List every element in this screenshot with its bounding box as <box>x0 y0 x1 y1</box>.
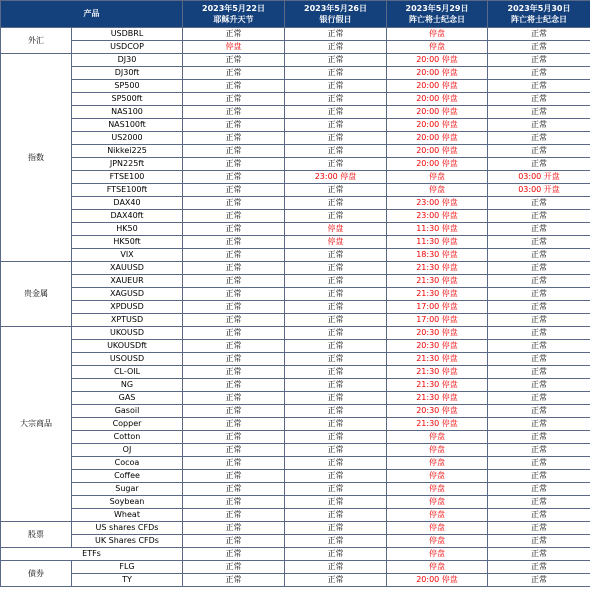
status-cell-date-1: 正常 <box>183 80 285 93</box>
product-cell: DJ30 <box>72 54 183 67</box>
status-cell-date-4: 正常 <box>488 483 590 496</box>
status-cell-date-3: 停盘 <box>387 548 488 561</box>
table-row <box>1 522 590 535</box>
status-cell-date-3: 停盘 <box>387 171 488 184</box>
status-cell-date-1: 正常 <box>183 327 285 340</box>
header-date-2-holiday: 银行假日 <box>319 15 352 24</box>
status-cell-date-3: 11:30 停盘 <box>387 223 488 236</box>
product-cell: SP500ft <box>72 93 183 106</box>
status-cell-date-1: 正常 <box>183 197 285 210</box>
status-cell-date-2: 正常 <box>285 288 387 301</box>
header-date-2-date: 2023年5月26日 <box>304 4 367 13</box>
status-cell-date-2: 正常 <box>285 470 387 483</box>
product-cell: DAX40ft <box>72 210 183 223</box>
category-cell: 大宗商品 <box>1 327 72 522</box>
table-row <box>1 301 590 314</box>
product-cell: UK Shares CFDs <box>72 535 183 548</box>
table-row <box>1 379 590 392</box>
status-cell-date-2: 正常 <box>285 431 387 444</box>
status-cell-date-2: 正常 <box>285 457 387 470</box>
product-cell: NG <box>72 379 183 392</box>
status-cell-date-3: 23:00 停盘 <box>387 197 488 210</box>
status-cell-date-3: 20:30 停盘 <box>387 327 488 340</box>
status-cell-date-3: 停盘 <box>387 496 488 509</box>
table-row <box>1 561 590 574</box>
product-cell: CL-OIL <box>72 366 183 379</box>
status-cell-date-1: 正常 <box>183 483 285 496</box>
status-cell-date-1: 正常 <box>183 314 285 327</box>
status-cell-date-1: 正常 <box>183 418 285 431</box>
status-cell-date-2: 正常 <box>285 418 387 431</box>
product-cell: US shares CFDs <box>72 522 183 535</box>
status-cell-date-4: 正常 <box>488 145 590 158</box>
status-cell-date-1: 正常 <box>183 535 285 548</box>
table-row <box>1 80 590 93</box>
table-row <box>1 158 590 171</box>
status-cell-date-3: 停盘 <box>387 184 488 197</box>
table-row <box>1 145 590 158</box>
product-cell: OJ <box>72 444 183 457</box>
product-cell: NAS100 <box>72 106 183 119</box>
status-cell-date-3: 20:00 停盘 <box>387 80 488 93</box>
status-cell-date-3: 21:30 停盘 <box>387 366 488 379</box>
status-cell-date-4: 正常 <box>488 496 590 509</box>
status-cell-date-3: 停盘 <box>387 561 488 574</box>
status-cell-date-3: 20:00 停盘 <box>387 54 488 67</box>
status-cell-date-3: 21:30 停盘 <box>387 288 488 301</box>
header-date-3 <box>387 1 488 28</box>
status-cell-date-4: 正常 <box>488 314 590 327</box>
product-cell: FTSE100 <box>72 171 183 184</box>
table-row <box>1 210 590 223</box>
status-cell-date-2: 正常 <box>285 197 387 210</box>
status-cell-date-4: 正常 <box>488 574 590 587</box>
product-cell: USDCOP <box>72 41 183 54</box>
product-cell: GAS <box>72 392 183 405</box>
status-cell-date-4: 03:00 开盘 <box>488 184 590 197</box>
product-cell: Gasoil <box>72 405 183 418</box>
status-cell-date-3: 20:00 停盘 <box>387 106 488 119</box>
product-cell: Copper <box>72 418 183 431</box>
table-row <box>1 249 590 262</box>
product-cell: FTSE100ft <box>72 184 183 197</box>
product-cell: USOUSD <box>72 353 183 366</box>
product-cell: SP500 <box>72 80 183 93</box>
status-cell-date-3: 停盘 <box>387 41 488 54</box>
status-cell-date-3: 停盘 <box>387 470 488 483</box>
status-cell-date-4: 正常 <box>488 379 590 392</box>
product-cell: NAS100ft <box>72 119 183 132</box>
table-row <box>1 574 590 587</box>
status-cell-date-1: 正常 <box>183 236 285 249</box>
status-cell-date-2: 正常 <box>285 444 387 457</box>
status-cell-date-1: 正常 <box>183 184 285 197</box>
status-cell-date-1: 正常 <box>183 106 285 119</box>
status-cell-date-1: 正常 <box>183 457 285 470</box>
status-cell-date-2: 正常 <box>285 93 387 106</box>
status-cell-date-2: 正常 <box>285 249 387 262</box>
header-date-4 <box>488 1 590 28</box>
status-cell-date-3: 17:00 停盘 <box>387 314 488 327</box>
status-cell-date-4: 正常 <box>488 210 590 223</box>
status-cell-date-1: 正常 <box>183 509 285 522</box>
table-row <box>1 470 590 483</box>
table-row <box>1 262 590 275</box>
product-cell: XPDUSD <box>72 301 183 314</box>
status-cell-date-2: 正常 <box>285 184 387 197</box>
status-cell-date-3: 21:30 停盘 <box>387 275 488 288</box>
status-cell-date-1: 正常 <box>183 145 285 158</box>
status-cell-date-2: 正常 <box>285 106 387 119</box>
status-cell-date-1: 正常 <box>183 392 285 405</box>
table-row <box>1 132 590 145</box>
status-cell-date-4: 正常 <box>488 288 590 301</box>
table-row <box>1 405 590 418</box>
status-cell-date-2: 正常 <box>285 67 387 80</box>
status-cell-date-2: 正常 <box>285 54 387 67</box>
status-cell-date-1: 正常 <box>183 249 285 262</box>
status-cell-date-1: 正常 <box>183 119 285 132</box>
status-cell-date-4: 正常 <box>488 132 590 145</box>
status-cell-date-4: 正常 <box>488 431 590 444</box>
status-cell-date-4: 正常 <box>488 405 590 418</box>
status-cell-date-2: 正常 <box>285 314 387 327</box>
status-cell-date-2: 正常 <box>285 301 387 314</box>
product-cell: Coffee <box>72 470 183 483</box>
table-row <box>1 496 590 509</box>
status-cell-date-4: 正常 <box>488 470 590 483</box>
status-cell-date-3: 20:00 停盘 <box>387 145 488 158</box>
header-product: 产品 <box>1 1 183 28</box>
header-date-1 <box>183 1 285 28</box>
status-cell-date-1: 正常 <box>183 431 285 444</box>
status-cell-date-1: 正常 <box>183 28 285 41</box>
status-cell-date-3: 21:30 停盘 <box>387 392 488 405</box>
product-cell: UKOUSDft <box>72 340 183 353</box>
status-cell-date-2: 正常 <box>285 158 387 171</box>
table-row <box>1 288 590 301</box>
status-cell-date-1: 正常 <box>183 522 285 535</box>
table-row <box>1 197 590 210</box>
status-cell-date-2: 正常 <box>285 262 387 275</box>
status-cell-date-1: 正常 <box>183 353 285 366</box>
product-cell: HK50ft <box>72 236 183 249</box>
status-cell-date-2: 正常 <box>285 366 387 379</box>
status-cell-date-4: 正常 <box>488 41 590 54</box>
status-cell-date-2: 正常 <box>285 392 387 405</box>
status-cell-date-3: 20:00 停盘 <box>387 67 488 80</box>
category-cell: 外汇 <box>1 28 72 54</box>
status-cell-date-4: 正常 <box>488 457 590 470</box>
header-date-1-date: 2023年5月22日 <box>202 4 265 13</box>
status-cell-date-3: 20:30 停盘 <box>387 340 488 353</box>
table-row <box>1 392 590 405</box>
header-date-3-date: 2023年5月29日 <box>405 4 469 13</box>
header-row <box>1 1 590 28</box>
table-row <box>1 93 590 106</box>
status-cell-date-2: 正常 <box>285 483 387 496</box>
status-cell-date-2: 正常 <box>285 327 387 340</box>
status-cell-date-3: 21:30 停盘 <box>387 418 488 431</box>
status-cell-date-2: 正常 <box>285 509 387 522</box>
status-cell-date-3: 停盘 <box>387 535 488 548</box>
product-cell: JPN225ft <box>72 158 183 171</box>
status-cell-date-1: 正常 <box>183 262 285 275</box>
status-cell-date-2: 正常 <box>285 574 387 587</box>
status-cell-date-4: 03:00 开盘 <box>488 171 590 184</box>
category-cell: 债券 <box>1 561 72 587</box>
product-cell: XAUEUR <box>72 275 183 288</box>
header-date-4-holiday: 阵亡将士纪念日 <box>511 15 567 24</box>
status-cell-date-2: 停盘 <box>285 236 387 249</box>
status-cell-date-1: 正常 <box>183 288 285 301</box>
status-cell-date-1: 正常 <box>183 574 285 587</box>
status-cell-date-4: 正常 <box>488 444 590 457</box>
category-cell: 贵金属 <box>1 262 72 327</box>
status-cell-date-4: 正常 <box>488 522 590 535</box>
header-date-4-date: 2023年5月30日 <box>507 4 571 13</box>
status-cell-date-2: 正常 <box>285 340 387 353</box>
status-cell-date-2: 正常 <box>285 379 387 392</box>
status-cell-date-1: 停盘 <box>183 41 285 54</box>
status-cell-date-3: 停盘 <box>387 431 488 444</box>
product-cell: UKOUSD <box>72 327 183 340</box>
status-cell-date-4: 正常 <box>488 106 590 119</box>
product-cell: US2000 <box>72 132 183 145</box>
table-row <box>1 223 590 236</box>
product-cell: TY <box>72 574 183 587</box>
category-cell: 股票 <box>1 522 72 548</box>
status-cell-date-1: 正常 <box>183 171 285 184</box>
table-row <box>1 457 590 470</box>
status-cell-date-1: 正常 <box>183 561 285 574</box>
status-cell-date-4: 正常 <box>488 535 590 548</box>
status-cell-date-1: 正常 <box>183 67 285 80</box>
status-cell-date-4: 正常 <box>488 223 590 236</box>
status-cell-date-3: 21:30 停盘 <box>387 262 488 275</box>
header-date-2 <box>285 1 387 28</box>
table-row <box>1 28 590 41</box>
status-cell-date-2: 停盘 <box>285 223 387 236</box>
product-cell: FLG <box>72 561 183 574</box>
status-cell-date-4: 正常 <box>488 353 590 366</box>
status-cell-date-3: 21:30 停盘 <box>387 353 488 366</box>
status-cell-date-3: 18:30 停盘 <box>387 249 488 262</box>
status-cell-date-1: 正常 <box>183 210 285 223</box>
status-cell-date-1: 正常 <box>183 93 285 106</box>
product-cell: Nikkei225 <box>72 145 183 158</box>
status-cell-date-4: 正常 <box>488 262 590 275</box>
status-cell-date-4: 正常 <box>488 548 590 561</box>
status-cell-date-1: 正常 <box>183 223 285 236</box>
product-cell: XAUUSD <box>72 262 183 275</box>
status-cell-date-1: 正常 <box>183 366 285 379</box>
product-cell: Sugar <box>72 483 183 496</box>
status-cell-date-3: 20:00 停盘 <box>387 574 488 587</box>
product-cell: Cocoa <box>72 457 183 470</box>
status-cell-date-3: 20:00 停盘 <box>387 93 488 106</box>
table-row <box>1 418 590 431</box>
table-row <box>1 119 590 132</box>
status-cell-date-1: 正常 <box>183 548 285 561</box>
status-cell-date-2: 正常 <box>285 28 387 41</box>
header-date-1-holiday: 耶稣升天节 <box>213 15 254 24</box>
table-row <box>1 314 590 327</box>
status-cell-date-1: 正常 <box>183 496 285 509</box>
product-cell: USDBRL <box>72 28 183 41</box>
status-cell-date-4: 正常 <box>488 54 590 67</box>
status-cell-date-3: 17:00 停盘 <box>387 301 488 314</box>
status-cell-date-4: 正常 <box>488 301 590 314</box>
status-cell-date-2: 正常 <box>285 522 387 535</box>
status-cell-date-4: 正常 <box>488 249 590 262</box>
status-cell-date-3: 停盘 <box>387 28 488 41</box>
product-cell: Wheat <box>72 509 183 522</box>
table-row <box>1 67 590 80</box>
table-row <box>1 275 590 288</box>
status-cell-date-4: 正常 <box>488 561 590 574</box>
status-cell-date-4: 正常 <box>488 392 590 405</box>
status-cell-date-1: 正常 <box>183 444 285 457</box>
status-cell-date-1: 正常 <box>183 470 285 483</box>
table-row <box>1 535 590 548</box>
status-cell-date-4: 正常 <box>488 119 590 132</box>
product-cell: DAX40 <box>72 197 183 210</box>
table-row <box>1 184 590 197</box>
status-cell-date-3: 停盘 <box>387 509 488 522</box>
status-cell-date-1: 正常 <box>183 54 285 67</box>
status-cell-date-3: 20:00 停盘 <box>387 132 488 145</box>
table-row <box>1 509 590 522</box>
table-row <box>1 548 590 561</box>
status-cell-date-2: 正常 <box>285 548 387 561</box>
status-cell-date-1: 正常 <box>183 340 285 353</box>
status-cell-date-3: 20:00 停盘 <box>387 119 488 132</box>
status-cell-date-4: 正常 <box>488 366 590 379</box>
category-cell: 指数 <box>1 54 72 262</box>
status-cell-date-4: 正常 <box>488 236 590 249</box>
status-cell-date-2: 正常 <box>285 41 387 54</box>
status-cell-date-4: 正常 <box>488 67 590 80</box>
status-cell-date-2: 正常 <box>285 535 387 548</box>
status-cell-date-3: 停盘 <box>387 444 488 457</box>
status-cell-date-3: 20:00 停盘 <box>387 158 488 171</box>
status-cell-date-4: 正常 <box>488 93 590 106</box>
status-cell-date-2: 正常 <box>285 353 387 366</box>
product-cell: HK50 <box>72 223 183 236</box>
status-cell-date-1: 正常 <box>183 158 285 171</box>
product-cell: XAGUSD <box>72 288 183 301</box>
status-cell-date-4: 正常 <box>488 28 590 41</box>
status-cell-date-2: 正常 <box>285 119 387 132</box>
status-cell-date-3: 23:00 停盘 <box>387 210 488 223</box>
table-row <box>1 327 590 340</box>
status-cell-date-4: 正常 <box>488 509 590 522</box>
status-cell-date-3: 停盘 <box>387 522 488 535</box>
table-row <box>1 41 590 54</box>
product-cell: ETFs <box>1 548 183 561</box>
product-cell: XPTUSD <box>72 314 183 327</box>
status-cell-date-3: 20:30 停盘 <box>387 405 488 418</box>
product-cell: DJ30ft <box>72 67 183 80</box>
status-cell-date-4: 正常 <box>488 418 590 431</box>
table-row <box>1 340 590 353</box>
product-cell: VIX <box>72 249 183 262</box>
status-cell-date-4: 正常 <box>488 327 590 340</box>
status-cell-date-3: 停盘 <box>387 483 488 496</box>
status-cell-date-2: 23:00 停盘 <box>285 171 387 184</box>
status-cell-date-3: 停盘 <box>387 457 488 470</box>
table-row <box>1 171 590 184</box>
status-cell-date-1: 正常 <box>183 405 285 418</box>
status-cell-date-3: 11:30 停盘 <box>387 236 488 249</box>
status-cell-date-1: 正常 <box>183 275 285 288</box>
status-cell-date-1: 正常 <box>183 301 285 314</box>
table-row <box>1 444 590 457</box>
header-date-3-holiday: 阵亡将士纪念日 <box>409 15 465 24</box>
status-cell-date-1: 正常 <box>183 379 285 392</box>
status-cell-date-4: 正常 <box>488 158 590 171</box>
status-cell-date-2: 正常 <box>285 145 387 158</box>
status-cell-date-2: 正常 <box>285 132 387 145</box>
table-row <box>1 54 590 67</box>
status-cell-date-4: 正常 <box>488 275 590 288</box>
table-row <box>1 353 590 366</box>
status-cell-date-2: 正常 <box>285 496 387 509</box>
status-cell-date-2: 正常 <box>285 275 387 288</box>
status-cell-date-2: 正常 <box>285 210 387 223</box>
table-row <box>1 483 590 496</box>
status-cell-date-4: 正常 <box>488 340 590 353</box>
status-cell-date-4: 正常 <box>488 197 590 210</box>
status-cell-date-3: 21:30 停盘 <box>387 379 488 392</box>
table-row <box>1 431 590 444</box>
product-cell: Cotton <box>72 431 183 444</box>
status-cell-date-1: 正常 <box>183 132 285 145</box>
status-cell-date-4: 正常 <box>488 80 590 93</box>
product-cell: Soybean <box>72 496 183 509</box>
table-row <box>1 236 590 249</box>
table-row <box>1 366 590 379</box>
table-row <box>1 106 590 119</box>
schedule-body <box>1 28 590 587</box>
status-cell-date-2: 正常 <box>285 80 387 93</box>
status-cell-date-2: 正常 <box>285 405 387 418</box>
status-cell-date-2: 正常 <box>285 561 387 574</box>
